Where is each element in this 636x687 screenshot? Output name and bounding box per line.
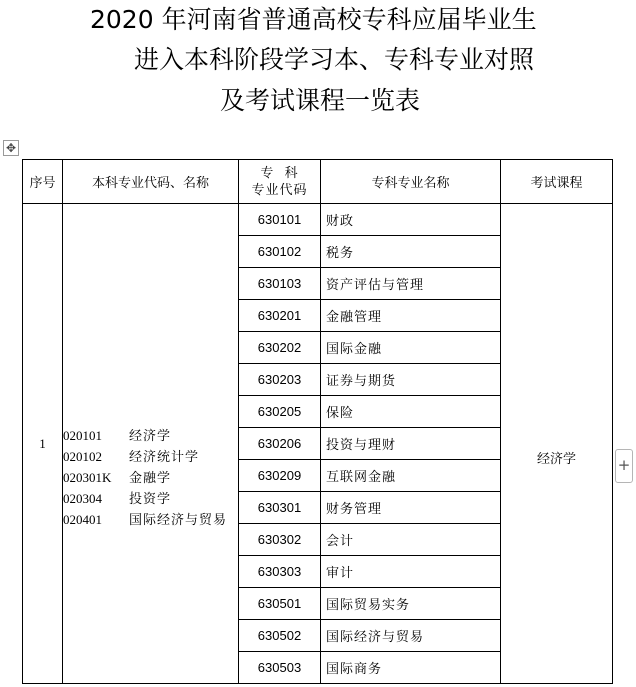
bk-major-item bbox=[63, 446, 238, 467]
move-icon[interactable]: ✥ bbox=[3, 140, 19, 156]
bk-major-item bbox=[63, 467, 238, 488]
zk-major-code: 630205 bbox=[239, 396, 321, 428]
zk-major-code: 630102 bbox=[239, 236, 321, 268]
zk-major-code: 630202 bbox=[239, 332, 321, 364]
header-exam: 考试课程 bbox=[501, 160, 613, 204]
bk-major-code: 020401 bbox=[63, 512, 102, 527]
zk-major-code: 630501 bbox=[239, 588, 321, 620]
zk-major-name: 保险 bbox=[321, 396, 501, 428]
header-bk-major: 本科专业代码、名称 bbox=[63, 160, 239, 204]
zk-major-code: 630302 bbox=[239, 524, 321, 556]
zk-major-code: 630503 bbox=[239, 652, 321, 684]
bk-major-code: 020101 bbox=[63, 428, 102, 443]
bk-major-code: 020304 bbox=[63, 491, 102, 506]
bk-major-name: 经济统计学 bbox=[129, 450, 200, 465]
zk-major-name: 财务管理 bbox=[321, 492, 501, 524]
bk-major-name: 金融学 bbox=[129, 471, 172, 486]
seq-cell: 1 bbox=[23, 204, 63, 684]
header-zk-code bbox=[239, 160, 321, 204]
zk-major-code: 630206 bbox=[239, 428, 321, 460]
zk-major-name: 会计 bbox=[321, 524, 501, 556]
zk-major-code: 630502 bbox=[239, 620, 321, 652]
zk-major-name: 国际贸易实务 bbox=[321, 588, 501, 620]
major-mapping-table bbox=[22, 159, 613, 684]
zk-major-code: 630101 bbox=[239, 204, 321, 236]
bk-major-cell bbox=[63, 204, 239, 684]
zk-major-name: 资产评估与管理 bbox=[321, 268, 501, 300]
bk-major-name: 国际经济与贸易 bbox=[129, 513, 228, 528]
zk-major-code: 630203 bbox=[239, 364, 321, 396]
bk-major-name: 投资学 bbox=[129, 492, 172, 507]
zk-major-name: 证券与期货 bbox=[321, 364, 501, 396]
bk-major-code: 020102 bbox=[63, 449, 102, 464]
zk-major-name: 审计 bbox=[321, 556, 501, 588]
zk-major-code: 630103 bbox=[239, 268, 321, 300]
title-line-1: 2020 年河南省普通高校专科应届毕业生 bbox=[90, 5, 537, 34]
zk-major-name: 金融管理 bbox=[321, 300, 501, 332]
header-zk-code-line2: 专业代码 bbox=[251, 182, 308, 198]
zk-major-name: 国际经济与贸易 bbox=[321, 620, 501, 652]
bk-major-code: 020301K bbox=[63, 470, 112, 485]
zk-major-code: 630209 bbox=[239, 460, 321, 492]
bk-major-item bbox=[63, 425, 238, 446]
zk-major-name: 税务 bbox=[321, 236, 501, 268]
bk-major-item bbox=[63, 509, 238, 530]
zk-major-name: 互联网金融 bbox=[321, 460, 501, 492]
exam-course-cell: 经济学 bbox=[501, 204, 613, 684]
zk-major-name: 投资与理财 bbox=[321, 428, 501, 460]
header-seq: 序号 bbox=[23, 160, 63, 204]
plus-icon[interactable]: + bbox=[615, 449, 633, 483]
header-zk-code-line1: 专 科 bbox=[260, 165, 299, 181]
zk-major-code: 630303 bbox=[239, 556, 321, 588]
table-row bbox=[23, 204, 613, 236]
title-line-2: 进入本科阶段学习本、专科专业对照 bbox=[134, 45, 535, 74]
title-line-3: 及考试课程一览表 bbox=[220, 86, 421, 115]
bk-major-name: 经济学 bbox=[129, 429, 172, 444]
zk-major-code: 630301 bbox=[239, 492, 321, 524]
zk-major-name: 国际金融 bbox=[321, 332, 501, 364]
header-row bbox=[23, 160, 613, 204]
zk-major-code: 630201 bbox=[239, 300, 321, 332]
header-zk-name: 专科专业名称 bbox=[321, 160, 501, 204]
zk-major-name: 财政 bbox=[321, 204, 501, 236]
zk-major-name: 国际商务 bbox=[321, 652, 501, 684]
bk-major-item bbox=[63, 488, 238, 509]
